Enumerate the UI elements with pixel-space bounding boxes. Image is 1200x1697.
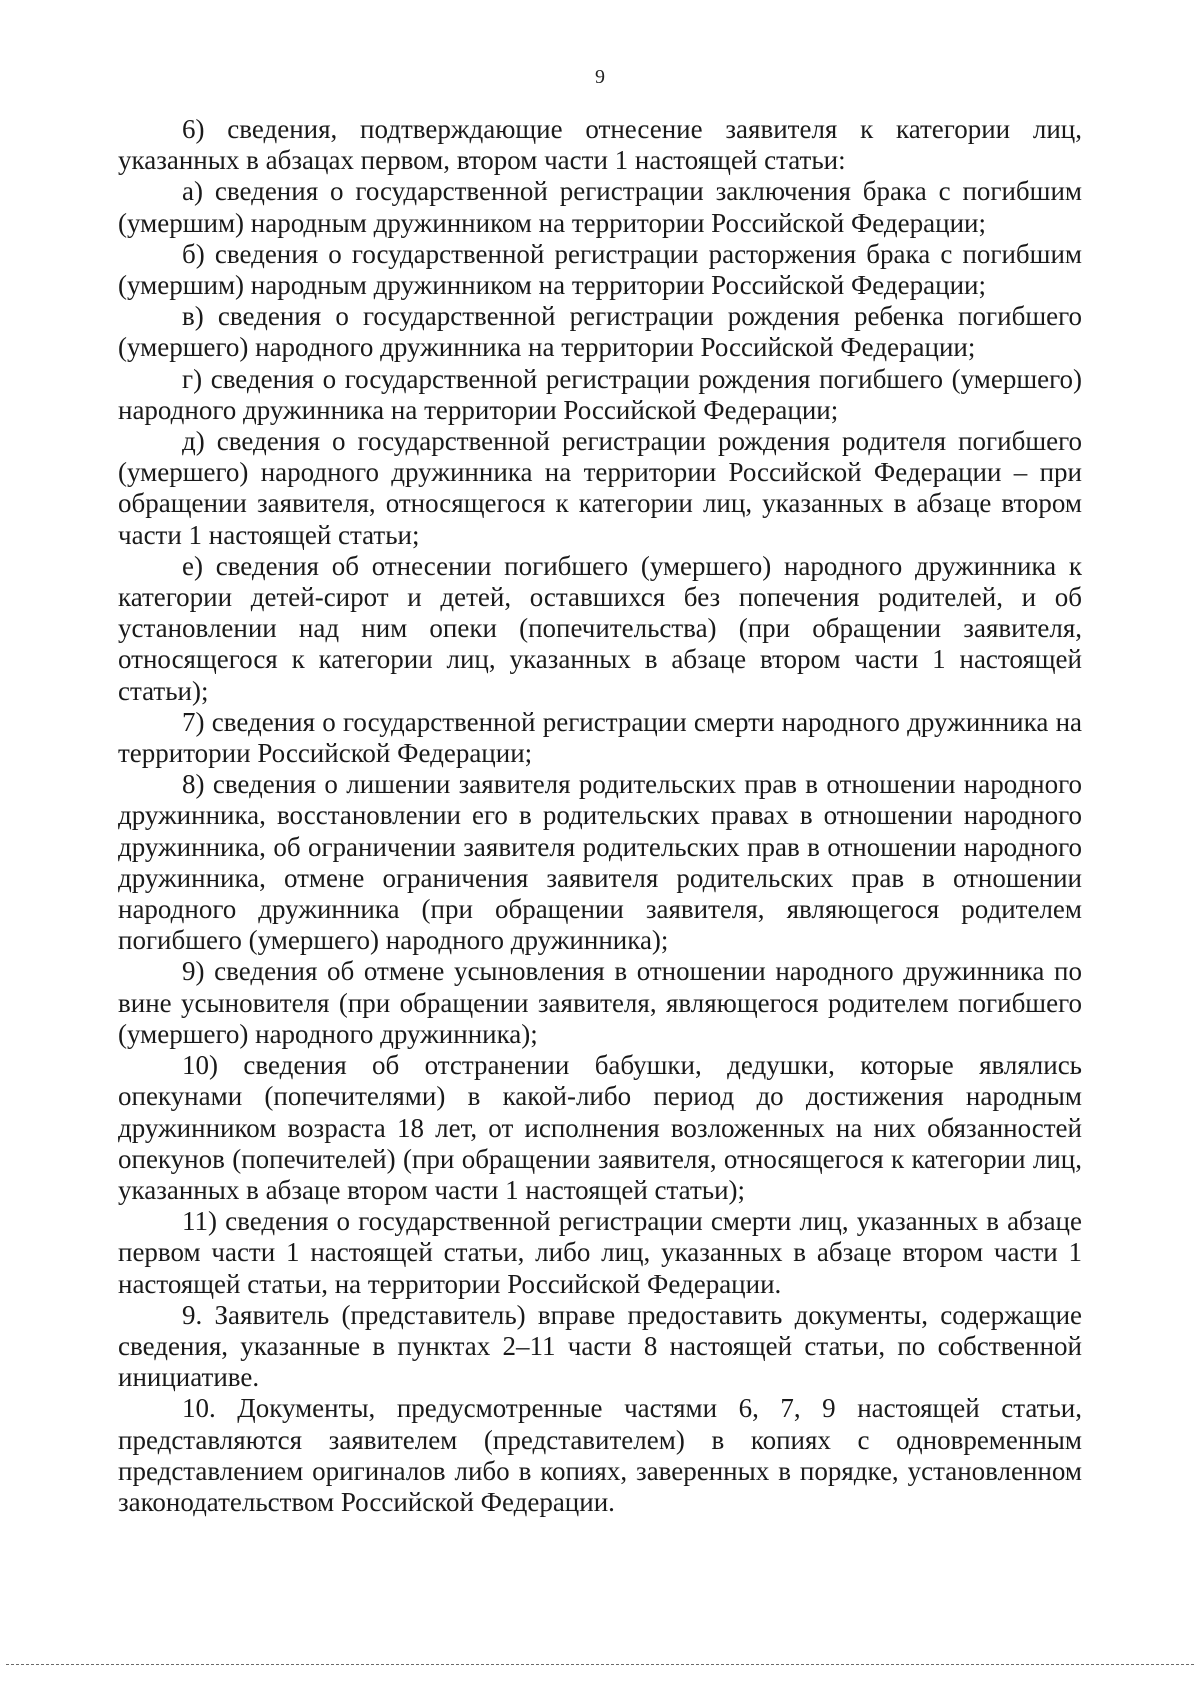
paragraph-item-10: 10) сведения об отстранении бабушки, дедушки, которые являлись опекунами (попечителями) в какой-либо период до достижения народным дружинником возраста 18 лет, от исполнения возложенных на них обязанностей опекунов (попечителей) (при обращении заявителя, относящегося к категории лиц, указанных в абзаце втором части 1 настоящей статьи); — [118, 1050, 1082, 1205]
paragraph-item-8: 8) сведения о лишении заявителя родительских прав в отношении народного дружинника, восстановлении его в родительских правах в отношении народного дружинника, об ограничении заявителя родительских прав в отношении народного дружинника, отмене ограничения заявителя родительских прав в отношении народного дружинника (при обращении заявителя, являющегося родителем погибшего (умершего) народного дружинника); — [118, 769, 1082, 956]
footer-divider — [6, 1664, 1194, 1665]
paragraph-subitem-b: б) сведения о государственной регистрации расторжения брака с погибшим (умершим) народным дружинником на территории Российской Федерации; — [118, 238, 1082, 301]
paragraph-item-6: 6) сведения, подтверждающие отнесение заявителя к категории лиц, указанных в абзацах первом, втором части 1 настоящей статьи: — [118, 114, 1082, 176]
paragraph-item-11: 11) сведения о государственной регистрации смерти лиц, указанных в абзаце первом части 1 настоящей статьи, либо лиц, указанных в абзаце втором части 1 настоящей статьи, на территории Российской Федерации. — [118, 1206, 1082, 1299]
page-number: 9 — [595, 66, 605, 88]
paragraph-subitem-e: е) сведения об отнесении погибшего (умершего) народного дружинника к категории детей-сирот и детей, оставшихся без попечения родителей, и об установлении над ним опеки (попечительства) (при обращении заявителя, относящегося к категории лиц, указанных в абзаце втором части 1 настоящей статьи); — [118, 550, 1082, 706]
paragraph-subitem-g: г) сведения о государственной регистрации рождения погибшего (умершего) народного дружинника на территории Российской Федерации; — [118, 363, 1082, 425]
paragraph-subitem-d: д) сведения о государственной регистрации рождения родителя погибшего (умершего) народного дружинника на территории Российской Федерации – при обращении заявителя, относящегося к категории лиц, указанных в абзаце втором части 1 настоящей статьи; — [118, 426, 1082, 550]
paragraph-part-10: 10. Документы, предусмотренные частями 6, 7, 9 настоящей статьи, представляются заявителем (представителем) в копиях с одновременным представлением оригиналов либо в копиях, заверенных в порядке, установленном законодательством Российской Федерации. — [118, 1393, 1082, 1517]
paragraph-part-9: 9. Заявитель (представитель) вправе предоставить документы, содержащие сведения, указанные в пунктах 2–11 части 8 настоящей статьи, по собственной инициативе. — [118, 1299, 1082, 1393]
paragraph-item-7: 7) сведения о государственной регистрации смерти народного дружинника на территории Российской Федерации; — [118, 706, 1082, 769]
paragraph-subitem-v: в) сведения о государственной регистрации рождения ребенка погибшего (умершего) народного дружинника на территории Российской Федерации; — [118, 301, 1082, 363]
paragraph-subitem-a: а) сведения о государственной регистрации заключения брака с погибшим (умершим) народным дружинником на территории Российской Федерации; — [118, 176, 1082, 238]
paragraph-item-9: 9) сведения об отмене усыновления в отношении народного дружинника по вине усыновителя (при обращении заявителя, являющегося родителем погибшего (умершего) народного дружинника); — [118, 956, 1082, 1049]
document-body — [118, 114, 1082, 1518]
